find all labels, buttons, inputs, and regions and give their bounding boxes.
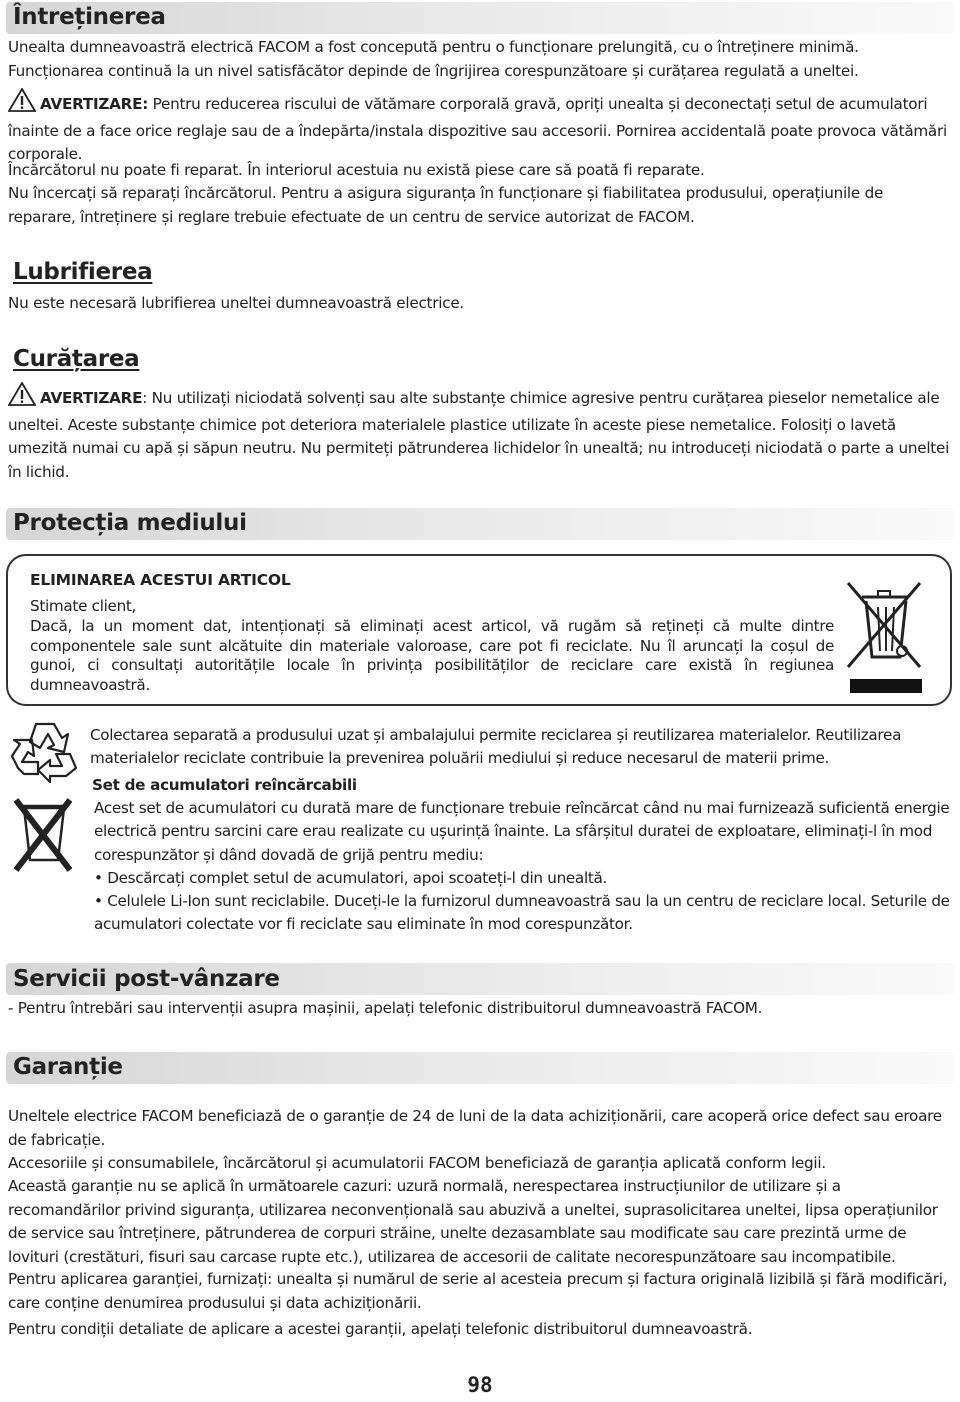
- disposal-box-title: ELIMINAREA ACESTUI ARTICOL: [30, 571, 291, 589]
- warning-text: Pentru reducerea riscului de vătămare corporală gravă, opriți unealta și deconectați setul de acumulatori înainte de a face orice reglaje sau de a îndepărta/instala dispozitive sau accesorii. Pornirea accidentală poate provoca vătămări corporale.: [8, 95, 947, 163]
- section-header-bar: [6, 1052, 954, 1084]
- crossed-bin-icon: [842, 575, 926, 695]
- cleaning-warning: [8, 382, 952, 484]
- charger-line-2: Nu încercați să reparați încărcătorul. Pentru a asigura siguranța în funcționare și fiabilitatea produsului, operațiunile de reparare, întreținere și reglare trebuie efectuate de un centru de service autorizat de FACOM.: [8, 184, 884, 226]
- warranty-paragraph: Această garanție nu se aplică în următoarele cazuri: uzură normală, nerespectarea instrucțiunilor de utilizare și a recomandărilor privind siguranța, utilizarea neconvențională sau abuzivă a uneltei, suprasolicitarea uneltei, lipsa operațiunilor de service sau întreținere, pătrunderea de corpuri străine, unelte dezasamblate sau modificate sau care prezintă urme de lovituri (crestături, fisuri sau carcase rupte etc.), utilizarea de accesorii de calitate necorespunzătoare sau incompatibile.: [8, 1177, 938, 1266]
- collection-text: Colectarea separată a produsului uzat și ambalajului permite reciclarea și reutilizarea materialelor. Reutilizarea materialelor reciclate contribuie la prevenirea poluării mediului și reduce necesarul de materii prime.: [90, 726, 902, 768]
- page-number: 98: [467, 1373, 493, 1397]
- maintenance-warning: [8, 88, 952, 167]
- warranty-paragraph: Uneltele electrice FACOM beneficiază de o garanție de 24 de luni de la data achiziționării, care acoperă orice defect sau eroare de fabricație.: [8, 1107, 942, 1149]
- bullet: •: [94, 869, 108, 887]
- warning-triangle-icon: [8, 88, 36, 120]
- warning-triangle-icon: [8, 382, 36, 414]
- after-sales-text: - Pentru întrebări sau intervenții asupra mașinii, apelați telefonic distribuitorul dumneavoastră FACOM.: [8, 999, 763, 1017]
- warning-text: : Nu utilizați niciodată solvenți sau alte substanțe chimice agresive pentru curățarea pieselor nemetalice ale uneltei. Aceste substanțe chimice pot deteriora materialele plastice utilizate în aceste piese nemetalice. Folosiți o lavetă umezită numai cu apă și săpun neutru. Nu permiteți pătrunderea lichidelor în unealtă; nu introduceți niciodată o parte a uneltei în lichid.: [8, 389, 950, 481]
- section-title-after-sales: Servicii post-vânzare: [13, 966, 280, 992]
- list-item: [94, 890, 952, 937]
- battery-title: Set de acumulatori reîncărcabili: [92, 776, 357, 794]
- list-item: [94, 867, 952, 890]
- warranty-paragraph: Pentru condiții detaliate de aplicare a acestei garanții, apelați telefonic distribuitorul dumneavoastră.: [8, 1320, 753, 1338]
- bullet-text: Descărcați complet setul de acumulatori, apoi scoateți-l din unealtă.: [107, 869, 608, 887]
- section-title-cleaning: Curățarea: [13, 346, 140, 372]
- lubrication-text: Nu este necesară lubrifierea uneltei dumneavoastră electrice.: [8, 294, 464, 312]
- disposal-text: Dacă, la un moment dat, intenționați să eliminați acest articol, vă rugăm să rețineți că multe dintre componentele sale sunt alcătuite din materiale valoroase, care pot fi reciclate. Nu îl aruncați la coșul de gunoi, ci consultați autoritățile locale în privința posibilităților de reciclare care există în regiunea dumneavoastră.: [30, 616, 834, 695]
- section-title-warranty: Garanție: [13, 1054, 123, 1080]
- disposal-greeting: Stimate client,: [30, 597, 137, 615]
- bullet-text: Celulele Li-Ion sunt reciclabile. Duceți-le la furnizorul dumneavoastră sau la un centru de reciclare local. Seturile de acumulatori colectate vor fi reciclate sau eliminate în mod corespunzător.: [94, 892, 950, 934]
- crossed-bin-icon: [14, 798, 72, 880]
- battery-text: Acest set de acumulatori cu durată mare de funcționare trebuie reîncărcat când nu mai furnizează suficientă energie electrică pentru sarcini care erau realizate cu ușurință înainte. La sfârșitul duratei de exploatare, eliminați-l în mod corespunzător și dând dovadă de grijă pentru mediu:: [94, 799, 950, 864]
- maintenance-intro: Unealta dumneavoastră electrică FACOM a fost concepută pentru o funcționare prelungită, cu o întreținere minimă. Funcționarea continuă la un nivel satisfăcător depinde de îngrijirea corespunzătoare și curățarea regulată a uneltei.: [8, 38, 859, 80]
- warranty-paragraph: Pentru aplicarea garanției, furnizați: unealta și numărul de serie al acesteia precum și factura originală lizibilă și fără modificări, care conține denumirea produsului și data achiziționării.: [8, 1270, 948, 1312]
- section-title-lubrication: Lubrifierea: [13, 259, 153, 285]
- bullet: •: [94, 892, 108, 910]
- section-title-maintenance: Întreținerea: [13, 4, 166, 30]
- warranty-paragraph: Accesoriile și consumabilele, încărcătorul și acumulatorii FACOM beneficiază de garanția aplicată conform legii.: [8, 1154, 826, 1172]
- charger-line-1: Încărcătorul nu poate fi reparat. În interiorul acestuia nu există piese care să poată fi reparate.: [8, 161, 705, 179]
- warning-label: AVERTIZARE: [40, 389, 143, 407]
- recycle-icon: [10, 718, 80, 784]
- warning-label: AVERTIZARE:: [40, 95, 149, 113]
- disposal-box-body: [30, 597, 834, 696]
- section-title-environment: Protecția mediului: [13, 510, 247, 536]
